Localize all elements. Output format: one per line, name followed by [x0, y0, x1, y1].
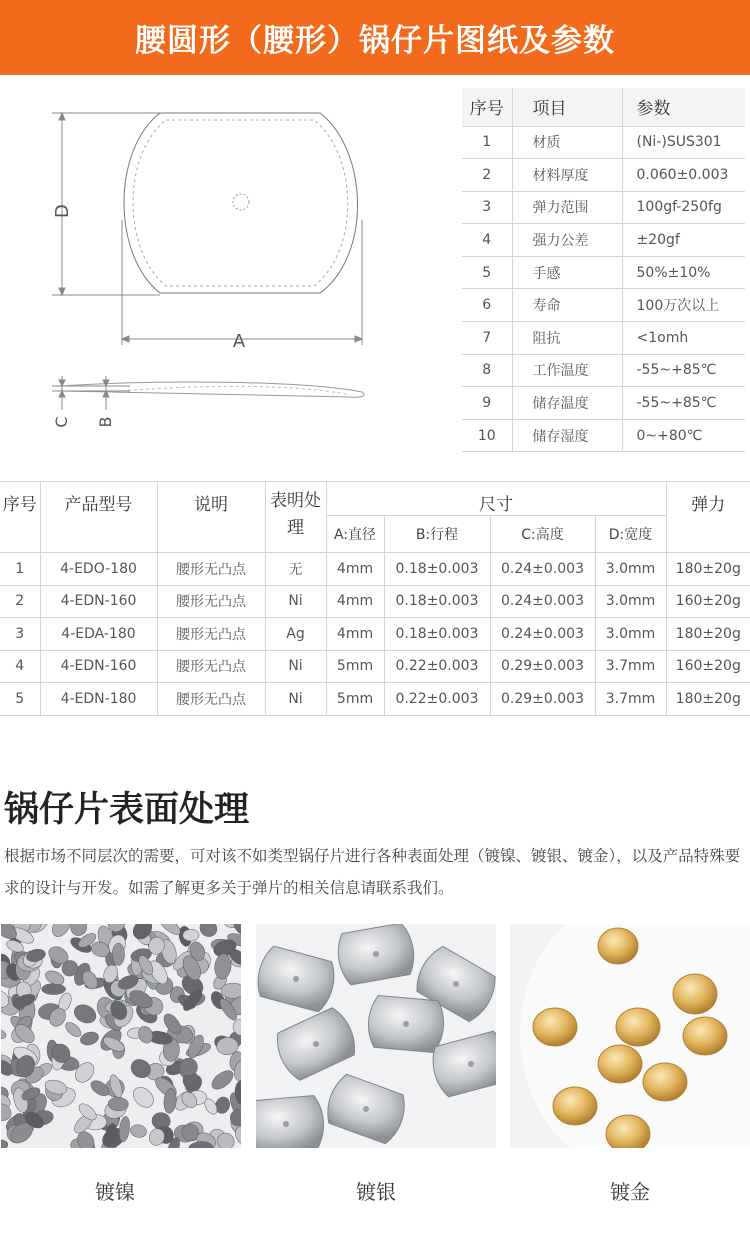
models-cell-travel: 0.18±0.003 [384, 585, 490, 618]
params-row [462, 224, 745, 257]
models-header-row [0, 482, 750, 516]
dim-label-a: A [232, 331, 246, 352]
params-cell-value: 100万次以上 [622, 289, 745, 322]
models-row [0, 585, 750, 618]
params-cell-no: 2 [462, 159, 512, 192]
models-cell-diameter: 5mm [326, 650, 384, 683]
params-cell-value: 100gf-250fg [622, 191, 745, 224]
models-table [0, 481, 750, 716]
params-cell-item: 材料厚度 [512, 159, 622, 192]
models-cell-diameter: 4mm [326, 553, 384, 586]
params-row [462, 159, 745, 192]
models-cell-no: 2 [0, 585, 40, 618]
caption-nickel: 镀镍 [95, 1180, 135, 1204]
models-subheader-c: C:高度 [490, 516, 595, 553]
models-cell-width: 3.0mm [595, 618, 666, 651]
params-cell-item: 阻抗 [512, 322, 622, 355]
models-cell-travel: 0.22±0.003 [384, 683, 490, 716]
params-row [462, 419, 745, 452]
models-cell-height: 0.24±0.003 [490, 553, 595, 586]
models-cell-height: 0.24±0.003 [490, 618, 595, 651]
params-row [462, 289, 745, 322]
params-row [462, 191, 745, 224]
models-row [0, 618, 750, 651]
params-cell-no: 3 [462, 191, 512, 224]
caption-silver: 镀银 [356, 1180, 396, 1204]
models-cell-width: 3.7mm [595, 683, 666, 716]
params-cell-no: 9 [462, 387, 512, 420]
models-cell-desc: 腰形无凸点 [157, 650, 265, 683]
models-cell-force: 180±20g [666, 683, 750, 716]
params-cell-item: 材质 [512, 126, 622, 159]
models-cell-model: 4-EDN-160 [40, 585, 157, 618]
models-cell-model: 4-EDA-180 [40, 618, 157, 651]
models-cell-width: 3.7mm [595, 650, 666, 683]
params-cell-value: 0.060±0.003 [622, 159, 745, 192]
params-row [462, 126, 745, 159]
nickel-photo [1, 924, 241, 1148]
models-cell-height: 0.29±0.003 [490, 683, 595, 716]
dim-label-b: B [96, 416, 115, 428]
models-cell-finish: Ni [265, 683, 326, 716]
models-cell-diameter: 5mm [326, 683, 384, 716]
params-header-item: 项目 [512, 88, 622, 126]
models-cell-travel: 0.18±0.003 [384, 618, 490, 651]
params-cell-no: 6 [462, 289, 512, 322]
params-cell-item: 储存湿度 [512, 419, 622, 452]
models-cell-model: 4-EDN-180 [40, 683, 157, 716]
models-cell-no: 4 [0, 650, 40, 683]
models-cell-width: 3.0mm [595, 553, 666, 586]
params-row [462, 256, 745, 289]
models-cell-desc: 腰形无凸点 [157, 585, 265, 618]
models-cell-height: 0.29±0.003 [490, 650, 595, 683]
params-cell-no: 5 [462, 256, 512, 289]
models-cell-width: 3.0mm [595, 585, 666, 618]
surface-description: 根据市场不同层次的需要，可对该不如类型锅仔片进行各种表面处理（镀镍、镀银、镀金），以及产品特殊要求的设计与开发。如需了解更多关于弹片的相关信息请联系我们。 [4, 847, 741, 897]
parameters-table [462, 88, 745, 452]
params-cell-no: 4 [462, 224, 512, 257]
models-cell-model: 4-EDO-180 [40, 553, 157, 586]
models-row [0, 683, 750, 716]
params-cell-item: 寿命 [512, 289, 622, 322]
models-cell-desc: 腰形无凸点 [157, 553, 265, 586]
models-cell-finish: Ni [265, 585, 326, 618]
models-row [0, 553, 750, 586]
params-header-row [462, 88, 745, 126]
technical-drawing [0, 80, 460, 450]
models-header-size: 尺寸 [326, 482, 666, 516]
models-subheader-d: D:宽度 [595, 516, 666, 553]
params-cell-value: 50%±10% [622, 256, 745, 289]
params-cell-item: 储存温度 [512, 387, 622, 420]
models-cell-force: 180±20g [666, 618, 750, 651]
params-cell-value: <1omh [622, 322, 745, 355]
params-row [462, 387, 745, 420]
models-header-finish: 表明处理 [265, 482, 326, 553]
silver-photo [256, 924, 496, 1148]
params-cell-value: ±20gf [622, 224, 745, 257]
models-cell-finish: Ni [265, 650, 326, 683]
models-header-model: 产品型号 [40, 482, 157, 553]
params-row [462, 354, 745, 387]
dim-label-c: C [52, 416, 71, 428]
models-cell-desc: 腰形无凸点 [157, 618, 265, 651]
params-cell-item: 工作温度 [512, 354, 622, 387]
gold-photo [510, 924, 750, 1148]
page-title: 腰圆形（腰形）锅仔片图纸及参数 [135, 23, 615, 59]
models-cell-no: 5 [0, 683, 40, 716]
params-row [462, 322, 745, 355]
models-cell-model: 4-EDN-160 [40, 650, 157, 683]
params-cell-item: 强力公差 [512, 224, 622, 257]
models-cell-diameter: 4mm [326, 618, 384, 651]
models-cell-force: 160±20g [666, 585, 750, 618]
models-subheader-b: B:行程 [384, 516, 490, 553]
models-cell-travel: 0.22±0.003 [384, 650, 490, 683]
params-cell-item: 手感 [512, 256, 622, 289]
params-cell-value: -55~+85℃ [622, 387, 745, 420]
title-banner [0, 0, 750, 75]
models-cell-diameter: 4mm [326, 585, 384, 618]
params-cell-value: -55~+85℃ [622, 354, 745, 387]
models-cell-desc: 腰形无凸点 [157, 683, 265, 716]
caption-gold: 镀金 [610, 1180, 650, 1204]
params-header-value: 参数 [622, 88, 745, 126]
models-cell-height: 0.24±0.003 [490, 585, 595, 618]
params-cell-no: 10 [462, 419, 512, 452]
models-cell-finish: Ag [265, 618, 326, 651]
models-header-force: 弹力 [666, 482, 750, 553]
models-row [0, 650, 750, 683]
params-header-no: 序号 [462, 88, 512, 126]
models-header-no: 序号 [0, 482, 40, 553]
models-cell-finish: 无 [265, 553, 326, 586]
models-cell-travel: 0.18±0.003 [384, 553, 490, 586]
params-cell-no: 8 [462, 354, 512, 387]
models-cell-force: 180±20g [666, 553, 750, 586]
params-cell-no: 1 [462, 126, 512, 159]
params-cell-no: 7 [462, 322, 512, 355]
models-cell-no: 1 [0, 553, 40, 586]
surface-section-title: 锅仔片表面处理 [4, 790, 250, 830]
models-subheader-a: A:直径 [326, 516, 384, 553]
dim-label-d: D [52, 204, 73, 218]
models-cell-no: 3 [0, 618, 40, 651]
params-cell-value: 0~+80℃ [622, 419, 745, 452]
models-cell-force: 160±20g [666, 650, 750, 683]
params-cell-item: 弹力范围 [512, 191, 622, 224]
params-cell-value: (Ni-)SUS301 [622, 126, 745, 159]
models-header-desc: 说明 [157, 482, 265, 553]
